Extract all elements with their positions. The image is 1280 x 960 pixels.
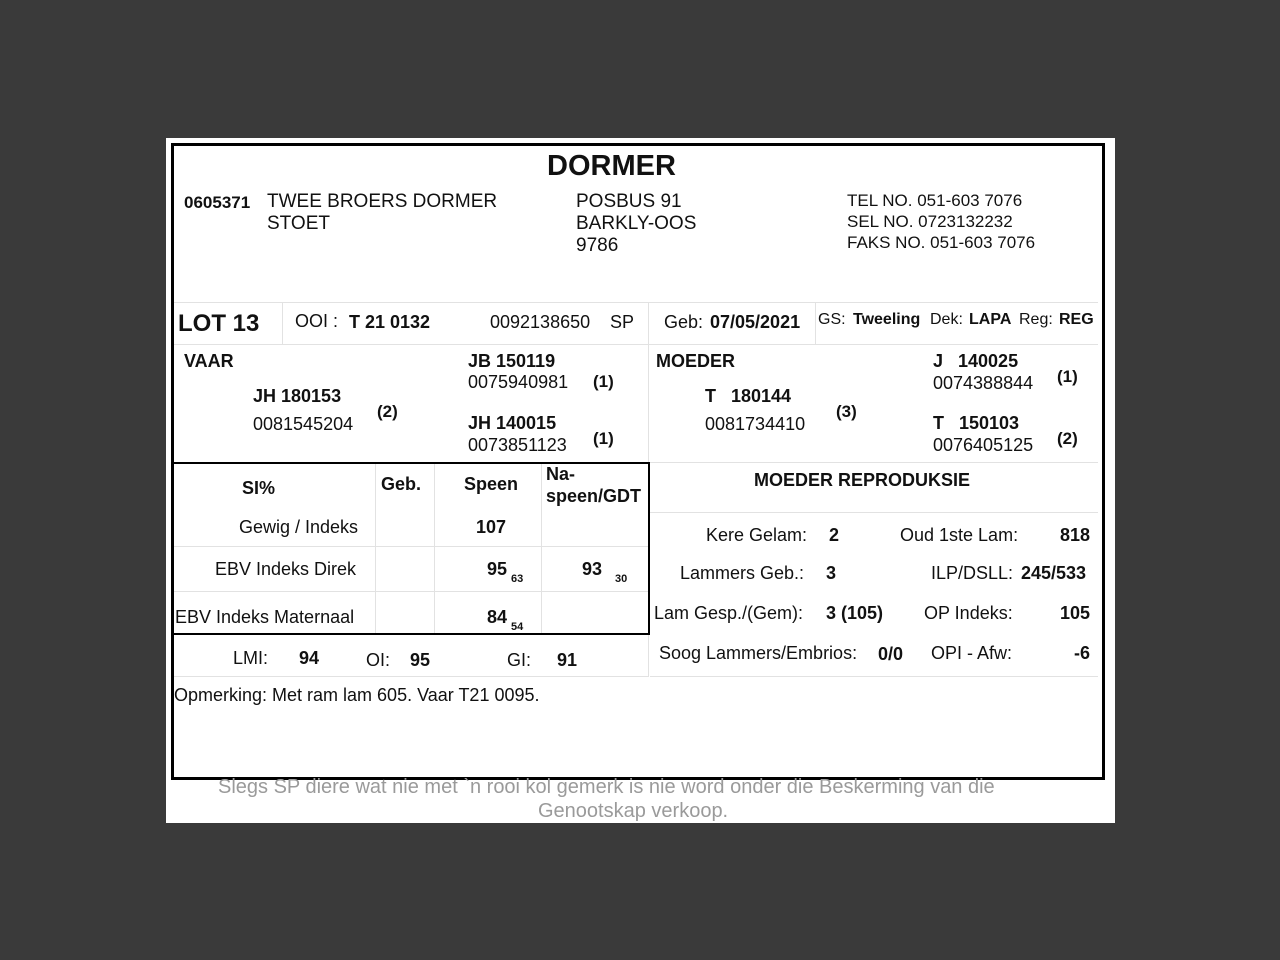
opi-value: -6 — [1074, 643, 1091, 663]
vaar-label: VAAR — [184, 351, 234, 371]
vaar-tag: JH 180153 — [253, 386, 342, 406]
vaar-dam-tag: JH 140015 — [468, 413, 557, 433]
breeder-number: 0605371 — [184, 193, 251, 212]
si-row-speen: 95 — [487, 559, 508, 579]
reg-label: Reg: — [1019, 311, 1053, 328]
address-line: 9786 — [576, 235, 619, 256]
opi-label: OPI - Afw: — [931, 643, 1013, 663]
animal-id: 0092138650 — [490, 312, 591, 332]
gi-label: GI: — [507, 650, 532, 670]
vaar-rank: (2) — [377, 402, 398, 421]
moeder-tag: T 180144 — [705, 386, 792, 406]
si-header-gdt: speen/GDT — [546, 486, 642, 506]
address-line: POSBUS 91 — [576, 191, 682, 212]
soog-value: 0/0 — [878, 644, 904, 664]
vaar-sire-rank: (1) — [593, 372, 614, 391]
address-line: BARKLY-OOS — [576, 213, 697, 234]
si-header-speen: Speen — [464, 474, 519, 494]
ilp-value: 245/533 — [1021, 563, 1087, 583]
moeder-sire-tag: J 140025 — [933, 351, 1019, 371]
lot-number: LOT 13 — [178, 310, 260, 337]
lammers-label: Lammers Geb.: — [680, 563, 805, 583]
moeder-sire-rank: (1) — [1057, 367, 1078, 386]
moeder-sire-id: 0074388844 — [933, 373, 1034, 393]
moeder-dam-tag: T 150103 — [933, 413, 1020, 433]
lmi-value: 94 — [299, 648, 320, 668]
oi-label: OI: — [366, 650, 391, 670]
footer-note-line2: Genootskap verkoop. — [538, 800, 729, 822]
ooi-label: OOI : — [295, 311, 339, 331]
breed-title: DORMER — [547, 150, 676, 182]
si-row-label: EBV Indeks Direk — [215, 559, 357, 579]
dek-value: LAPA — [969, 311, 1012, 328]
footer-note: Slegs SP diere wat nie met `n rooi kol gemerk is nie word onder die Beskerming van die — [218, 776, 995, 798]
si-header-si: SI% — [242, 478, 276, 498]
breeder-name-line2: STOET — [267, 213, 330, 234]
sp-mark: SP — [610, 312, 635, 332]
gesp-value: 3 (105) — [826, 603, 884, 623]
fax-number: FAKS NO. 051-603 7076 — [847, 233, 1036, 252]
moeder-dam-rank: (2) — [1057, 429, 1078, 448]
birth-date: 07/05/2021 — [710, 312, 801, 332]
kere-label: Kere Gelam: — [706, 525, 808, 545]
si-row-speen: 107 — [476, 517, 507, 537]
breeder-name: TWEE BROERS DORMER — [267, 191, 498, 212]
kere-value: 2 — [829, 525, 840, 545]
cell-number: SEL NO. 0723132232 — [847, 212, 1013, 231]
remark: Opmerking: Met ram lam 605. Vaar T21 0095. — [174, 685, 540, 705]
soog-label: Soog Lammers/Embrios: — [659, 643, 858, 663]
gs-label: GS: — [818, 311, 846, 328]
ilp-label: ILP/DSLL: — [931, 563, 1014, 583]
moeder-id: 0081734410 — [705, 414, 806, 434]
op-label: OP Indeks: — [924, 603, 1013, 623]
vaar-sire-tag: JB 150119 — [468, 351, 556, 371]
oi-value: 95 — [410, 650, 431, 670]
moeder-label: MOEDER — [656, 351, 736, 371]
si-row-label: Gewig / Indeks — [239, 517, 359, 537]
vaar-id: 0081545204 — [253, 414, 354, 434]
si-row-label: EBV Indeks Maternaal — [175, 607, 355, 627]
vaar-dam-rank: (1) — [593, 429, 614, 448]
lmi-label: LMI: — [233, 648, 269, 668]
vaar-sire-id: 0075940981 — [468, 372, 569, 392]
op-value: 105 — [1060, 603, 1091, 623]
si-row-speen-sub: 54 — [511, 621, 524, 633]
oud-label: Oud 1ste Lam: — [900, 525, 1019, 545]
birth-label: Geb: — [664, 312, 704, 332]
ooi-value: T 21 0132 — [349, 312, 431, 332]
dek-label: Dek: — [930, 311, 963, 328]
gesp-label: Lam Gesp./(Gem): — [654, 603, 804, 623]
si-header-geb: Geb. — [381, 474, 422, 494]
vaar-dam-id: 0073851123 — [468, 435, 567, 455]
gi-value: 91 — [557, 650, 578, 670]
si-row-speen-sub: 63 — [511, 573, 524, 585]
si-row-naspeen: 93 — [582, 559, 603, 579]
lammers-value: 3 — [826, 563, 837, 583]
si-header-naspeen: Na- — [546, 464, 576, 484]
tel-number: TEL NO. 051-603 7076 — [847, 191, 1023, 210]
reproduksie-title: MOEDER REPRODUKSIE — [754, 470, 971, 490]
si-row-speen: 84 — [487, 607, 508, 627]
si-row-naspeen-sub: 30 — [615, 573, 628, 585]
oud-value: 818 — [1060, 525, 1091, 545]
gs-value: Tweeling — [853, 311, 921, 328]
reg-value: REG — [1059, 311, 1094, 328]
moeder-rank: (3) — [836, 402, 857, 421]
moeder-dam-id: 0076405125 — [933, 435, 1034, 455]
